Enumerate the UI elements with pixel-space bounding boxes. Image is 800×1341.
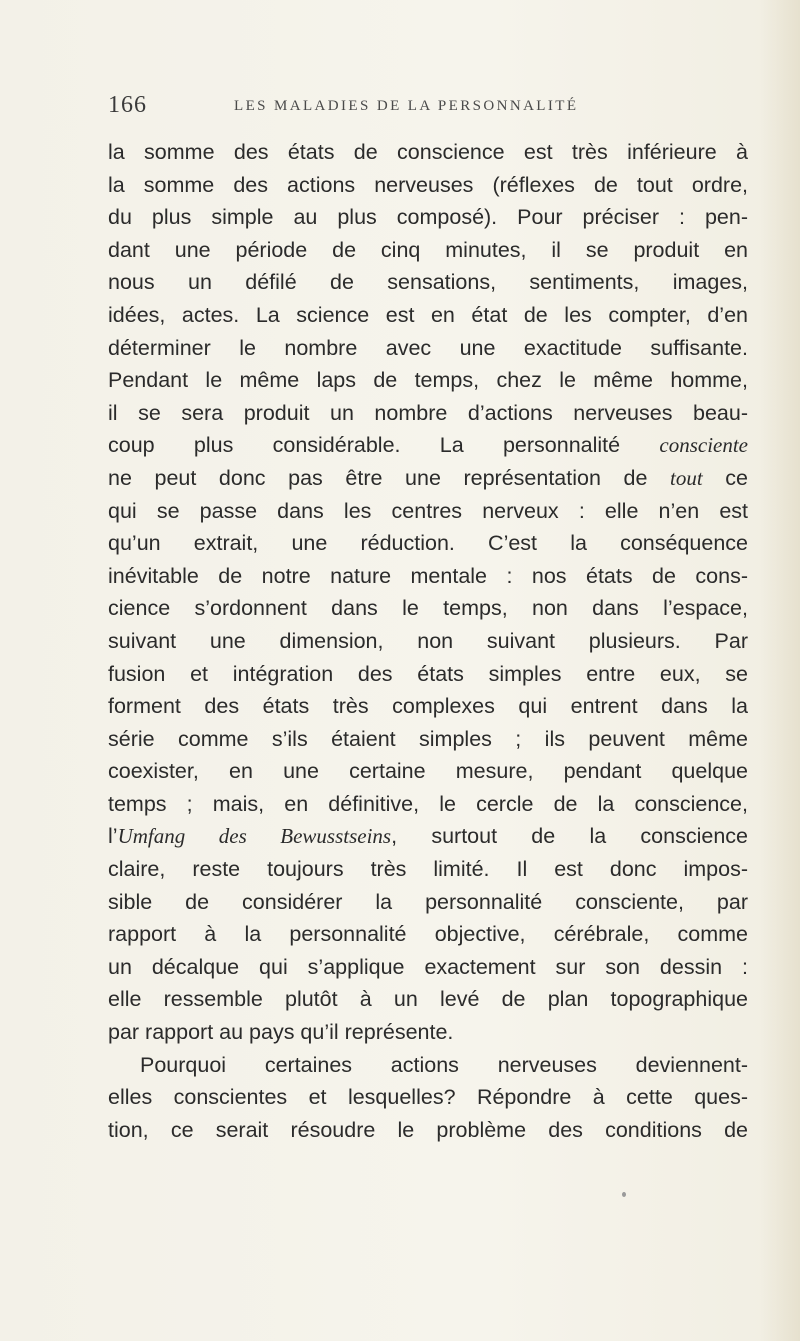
text-line: fusion et intégration des états simples entre eux, se xyxy=(108,661,748,686)
paragraph-start-line: Pourquoi certaines actions nerveuses deviennent- xyxy=(140,1052,748,1077)
text-line: cience s’ordonnent dans le temps, non dans l’espace, xyxy=(108,596,748,621)
text-line: par rapport au pays qu’il représente. xyxy=(108,1020,454,1045)
text-line: qui se passe dans les centres nerveux : elle n’en est xyxy=(108,498,748,523)
text-line: inévitable de notre nature mentale : nos états de cons- xyxy=(108,563,748,588)
text-line: elle ressemble plutôt à un levé de plan topographique xyxy=(108,987,748,1012)
text-line: la somme des états de conscience est très inférieure à xyxy=(108,140,748,164)
body-text xyxy=(108,136,748,1146)
text-line: rapport à la personnalité objective, cérébrale, comme xyxy=(108,922,748,947)
text-line: idées, actes. La science est en état de les compter, d’en xyxy=(108,302,748,327)
text-line: du plus simple au plus composé). Pour préciser : pen- xyxy=(108,205,748,230)
text-line: elles conscientes et lesquelles? Répondre à cette ques- xyxy=(108,1085,748,1110)
text-line: claire, reste toujours très limité. Il est donc impos- xyxy=(108,857,748,882)
text-line: sible de considérer la personnalité consciente, par xyxy=(108,889,748,914)
text-line: coup plus considérable. La personnalité consciente xyxy=(108,433,748,458)
text-line: série comme s’ils étaient simples ; ils peuvent même xyxy=(108,726,748,751)
italic-emphasis: Umfang des Bewusstseins xyxy=(117,824,392,849)
text-line: coexister, en une certaine mesure, pendant quelque xyxy=(108,759,748,784)
running-title: LES MALADIES DE LA PERSONNALITÉ xyxy=(234,98,579,114)
text-line: ne peut donc pas être une représentation de tout ce xyxy=(108,465,748,490)
running-head xyxy=(108,92,748,122)
text-line: temps ; mais, en définitive, le cercle de la conscience, xyxy=(108,791,748,816)
text-line: la somme des actions nerveuses (réflexes de tout ordre, xyxy=(108,172,748,197)
text-line: Pendant le même laps de temps, chez le même homme, xyxy=(108,368,748,393)
text-line: il se sera produit un nombre d’actions nerveuses beau- xyxy=(108,400,748,425)
page-edge-shadow xyxy=(760,0,800,1341)
text-line: déterminer le nombre avec une exactitude suffisante. xyxy=(108,335,748,360)
text-line: l’Umfang des Bewusstseins, surtout de la conscience xyxy=(108,824,748,849)
text-line: nous un défilé de sensations, sentiments, images, xyxy=(108,270,748,295)
text-line: tion, ce serait résoudre le problème des conditions de xyxy=(108,1117,748,1142)
text-line: dant une période de cinq minutes, il se produit en xyxy=(108,237,748,262)
paper-speck xyxy=(622,1192,626,1197)
text-line: forment des états très complexes qui entrent dans la xyxy=(108,694,748,719)
text-line: un décalque qui s’applique exactement sur son dessin : xyxy=(108,954,748,979)
italic-emphasis: consciente xyxy=(659,433,748,458)
page-number: 166 xyxy=(108,92,147,118)
text-line: suivant une dimension, non suivant plusieurs. Par xyxy=(108,628,748,653)
italic-emphasis: tout xyxy=(670,465,703,490)
text-line: qu’un extrait, une réduction. C’est la conséquence xyxy=(108,531,748,556)
